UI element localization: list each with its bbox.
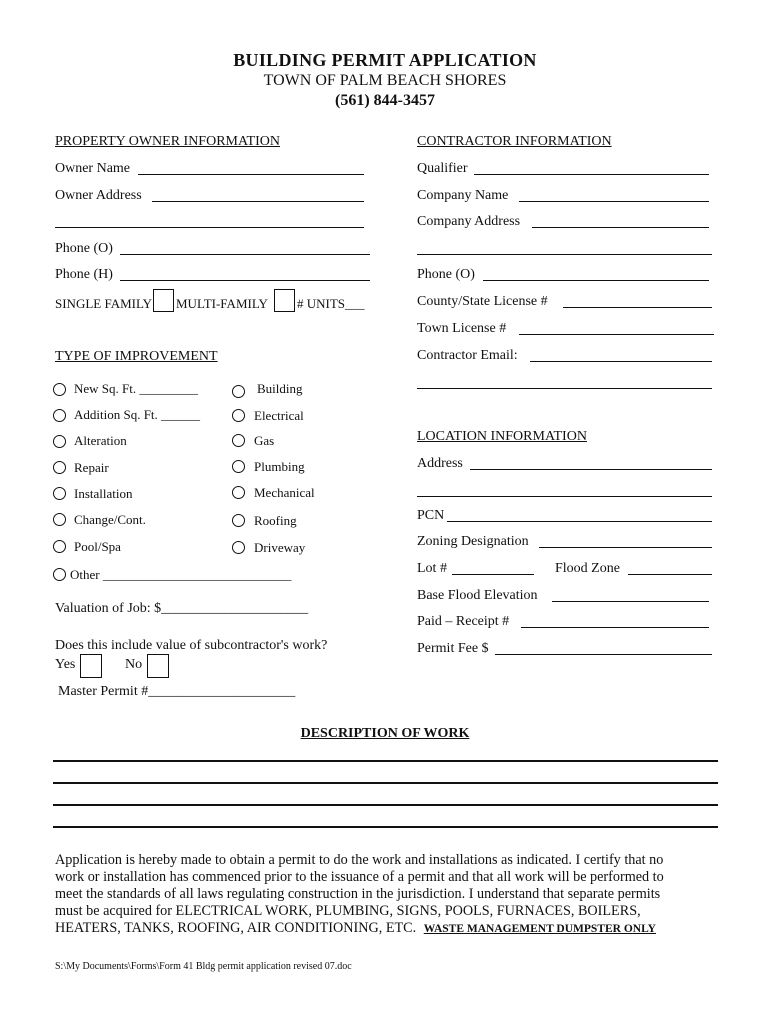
pcn-label: PCN (417, 508, 445, 523)
permit-fee-label: Permit Fee $ (417, 641, 489, 656)
location-address-label: Address (417, 456, 463, 471)
driveway-label: Driveway (254, 540, 306, 555)
town-phone: (561) 844-3457 (335, 92, 435, 109)
county-license-label: County/State License # (417, 294, 548, 309)
single-family-label: SINGLE FAMILY (55, 296, 153, 311)
lot-field[interactable] (452, 574, 534, 575)
addition-sqft-label: Addition Sq. Ft. ______ (74, 407, 201, 422)
description-line-4[interactable] (53, 826, 718, 828)
waste-management-note: WASTE MANAGEMENT DUMPSTER ONLY (423, 923, 656, 935)
owner-phone-h-label: Phone (H) (55, 267, 113, 282)
company-address-label: Company Address (417, 214, 521, 229)
mechanical-label: Mechanical (254, 485, 315, 500)
subcontractor-question: Does this include value of subcontractor's work? (55, 638, 328, 653)
qualifier-label: Qualifier (417, 161, 468, 176)
paid-receipt-label: Paid – Receipt # (417, 614, 510, 629)
form-title: BUILDING PERMIT APPLICATION (233, 50, 537, 70)
owner-phone-h-field[interactable] (120, 280, 370, 281)
master-permit-label[interactable]: Master Permit #_____________________ (58, 684, 296, 699)
owner-phone-o-field[interactable] (120, 254, 370, 255)
owner-phone-o-label: Phone (O) (55, 241, 113, 256)
base-flood-label: Base Flood Elevation (417, 588, 538, 603)
new-sqft-radio[interactable] (53, 383, 66, 396)
contractor-email-line2-field[interactable] (417, 388, 712, 389)
repair-radio[interactable] (53, 461, 66, 474)
certification-line-5: HEATERS, TANKS, ROOFING, AIR CONDITIONING, ETC. (55, 920, 417, 936)
certification-line-2: work or installation has commenced prior to the issuance of a permit and that all work will be performed to (55, 869, 664, 885)
pcn-field[interactable] (447, 521, 712, 522)
improvement-heading: TYPE OF IMPROVEMENT (55, 349, 218, 364)
gas-label: Gas (254, 433, 275, 448)
repair-label: Repair (74, 460, 109, 475)
alteration-label: Alteration (74, 433, 127, 448)
flood-zone-label: Flood Zone (555, 561, 620, 576)
electrical-label: Electrical (254, 408, 304, 423)
certification-line-1: Application is hereby made to obtain a permit to do the work and installations as indicated. I certify that no (55, 852, 664, 868)
base-flood-field[interactable] (552, 601, 709, 602)
location-address-field[interactable] (470, 469, 712, 470)
building-radio[interactable] (232, 385, 245, 398)
installation-radio[interactable] (53, 487, 66, 500)
units-label: # UNITS___ (297, 296, 365, 311)
company-address-field[interactable] (532, 227, 709, 228)
lot-label: Lot # (417, 561, 447, 576)
permit-fee-field[interactable] (495, 654, 712, 655)
county-license-field[interactable] (563, 307, 712, 308)
certification-line-4: must be acquired for ELECTRICAL WORK, PLUMBING, SIGNS, POOLS, FURNACES, BOILERS, (55, 903, 641, 919)
town-license-label: Town License # (417, 321, 507, 336)
paid-receipt-field[interactable] (521, 627, 709, 628)
electrical-radio[interactable] (232, 409, 245, 422)
contractor-heading: CONTRACTOR INFORMATION (417, 134, 612, 149)
company-name-label: Company Name (417, 188, 509, 203)
plumbing-label: Plumbing (254, 459, 305, 474)
contractor-email-label: Contractor Email: (417, 348, 518, 363)
building-label: Building (257, 381, 303, 396)
pool-spa-radio[interactable] (53, 540, 66, 553)
contractor-phone-field[interactable] (483, 280, 709, 281)
new-sqft-label: New Sq. Ft. _________ (74, 381, 198, 396)
zoning-label: Zoning Designation (417, 534, 529, 549)
owner-address-field[interactable] (152, 201, 364, 202)
location-heading: LOCATION INFORMATION (417, 429, 587, 444)
multi-family-label: MULTI-FAMILY (176, 296, 268, 311)
no-label: No (125, 657, 143, 672)
owner-address-label: Owner Address (55, 188, 142, 203)
installation-label: Installation (74, 486, 133, 501)
qualifier-field[interactable] (474, 174, 709, 175)
description-line-3[interactable] (53, 804, 718, 806)
yes-checkbox[interactable] (80, 654, 102, 678)
certification-line-3: meet the standards of all laws regulating construction in the jurisdiction. I understand that separate permits (55, 886, 661, 902)
change-cont-label: Change/Cont. (74, 512, 146, 527)
driveway-radio[interactable] (232, 541, 245, 554)
plumbing-radio[interactable] (232, 460, 245, 473)
addition-sqft-radio[interactable] (53, 409, 66, 422)
no-checkbox[interactable] (147, 654, 169, 678)
company-name-field[interactable] (519, 201, 709, 202)
alteration-radio[interactable] (53, 435, 66, 448)
town-name: TOWN OF PALM BEACH SHORES (263, 72, 507, 89)
certification-line-5-wrap (55, 920, 715, 938)
zoning-field[interactable] (539, 547, 712, 548)
valuation-label[interactable]: Valuation of Job: $_____________________ (55, 601, 309, 616)
change-cont-radio[interactable] (53, 513, 66, 526)
owner-name-field[interactable] (138, 174, 364, 175)
description-heading: DESCRIPTION OF WORK (300, 726, 470, 741)
company-address-line2-field[interactable] (417, 254, 712, 255)
description-line-2[interactable] (53, 782, 718, 784)
gas-radio[interactable] (232, 434, 245, 447)
owner-heading: PROPERTY OWNER INFORMATION (55, 134, 280, 149)
pool-spa-label: Pool/Spa (74, 539, 121, 554)
roofing-label: Roofing (254, 513, 297, 528)
single-family-checkbox[interactable] (153, 289, 174, 312)
owner-address-line2-field[interactable] (55, 227, 364, 228)
description-line-1[interactable] (53, 760, 718, 762)
contractor-phone-label: Phone (O) (417, 267, 475, 282)
multi-family-checkbox[interactable] (274, 289, 295, 312)
flood-zone-field[interactable] (628, 574, 712, 575)
mechanical-radio[interactable] (232, 486, 245, 499)
yes-label: Yes (55, 657, 76, 672)
other-label[interactable]: Other _____________________________ (70, 567, 292, 582)
owner-name-label: Owner Name (55, 161, 131, 176)
contractor-email-field[interactable] (530, 361, 712, 362)
footer-file-path: S:\My Documents\Forms\Form 41 Bldg permit application revised 07.doc (55, 961, 352, 972)
location-address-line2-field[interactable] (417, 496, 712, 497)
roofing-radio[interactable] (232, 514, 245, 527)
other-radio[interactable] (53, 568, 66, 581)
town-license-field[interactable] (519, 334, 714, 335)
